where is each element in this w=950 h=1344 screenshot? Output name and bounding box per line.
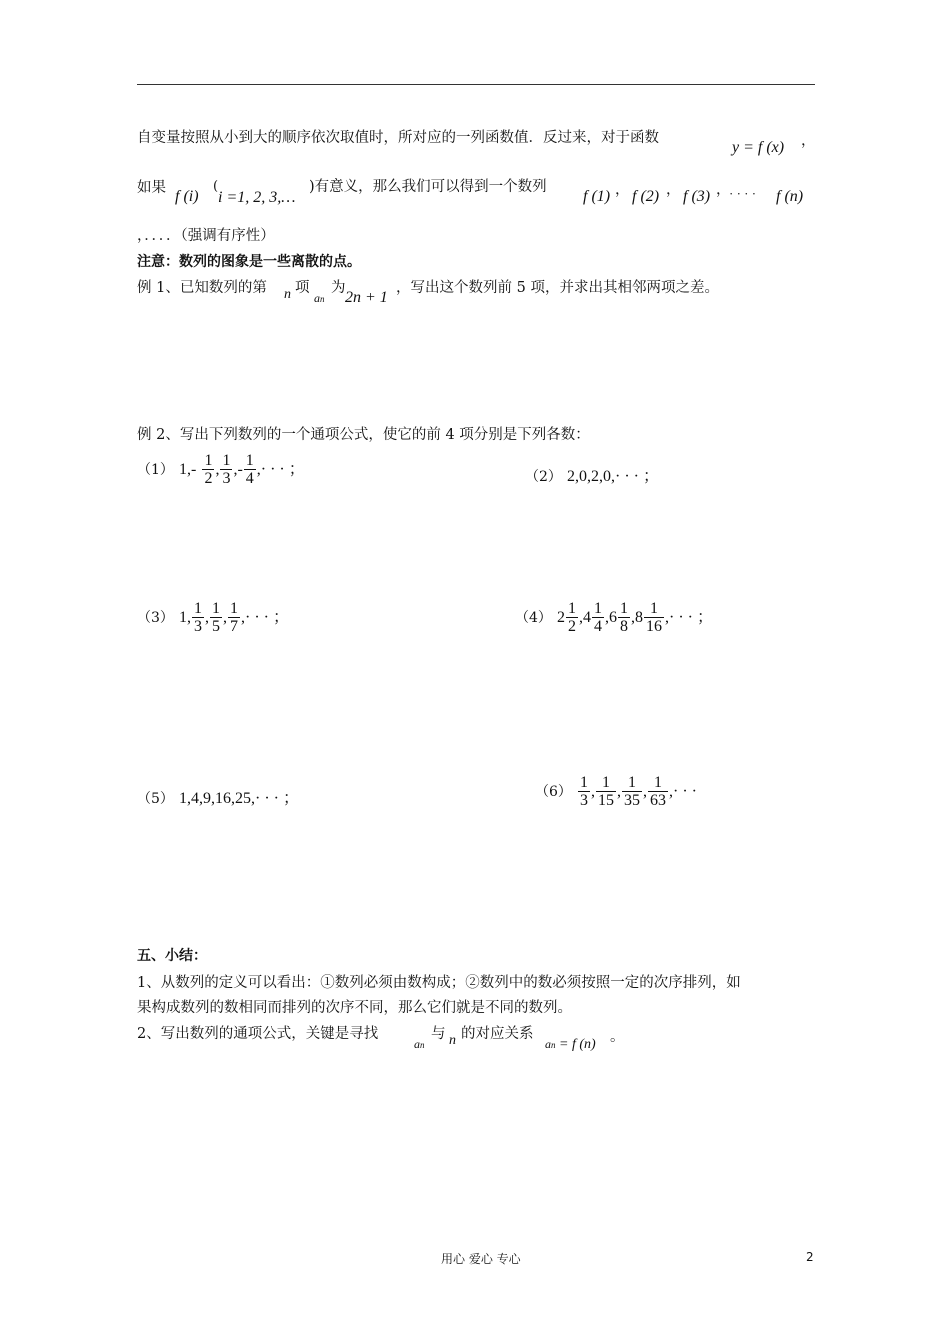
intro-text: 自变量按照从小到大的顺序依次取值时，所对应的一列函数值．反过来，对于函数 <box>137 130 659 146</box>
fraction: $\frac{1}{4}$ <box>245 452 254 487</box>
comma-2: ， <box>666 182 681 198</box>
fraction: $\frac{1}{16}$ <box>646 600 663 635</box>
footer-motto: 用心 爱心 专心 <box>441 1252 521 1266</box>
comma-1: ， <box>615 182 630 198</box>
summary-p2-relation: 的对应关系 <box>461 1026 534 1042</box>
example2-item-2 <box>525 463 659 486</box>
item-4-label: （4） <box>515 610 552 626</box>
intro-line-2-lead: 如果 <box>137 180 166 196</box>
intro-line-1 <box>137 128 659 148</box>
fraction: $\frac{1}{15}$ <box>598 774 615 809</box>
fraction: $\frac{1}{8}$ <box>620 600 629 635</box>
comma-3: ， <box>716 182 731 198</box>
item-5-seq: 1,4,9,16,25,· · · ； <box>179 790 300 807</box>
example2-title: 例 2、写出下列数列的一个通项公式，使它的前 4 项分别是下列各数： <box>137 427 590 443</box>
example2-item-1: （1） 1,- $\frac{1}{2}$ , $\frac{1}{3}$ ,- $\frac{1}{4}$ ,· · · ； <box>137 452 305 487</box>
summary-heading: 五、小结： <box>137 948 207 964</box>
example1-wei: 为 <box>331 280 346 296</box>
item-3-label: （3） <box>137 610 174 626</box>
fraction: $\frac{1}{3}$ <box>580 774 589 809</box>
item-1-lead: 1,- <box>179 461 197 478</box>
function-y-fx: y = f (x) <box>732 139 785 156</box>
item-2-label: （2） <box>525 469 562 485</box>
item-6-label: （6） <box>535 784 572 800</box>
math-n: n <box>284 287 291 302</box>
math-f-i: f (i) <box>175 188 199 205</box>
math-an-2: an <box>414 1037 425 1051</box>
example1-task: ，写出这个数列前 5 项，并求出其相邻两项之差。 <box>396 280 719 296</box>
summary-p2-end: 。 <box>610 1029 625 1045</box>
item-3-lead: 1, <box>179 609 192 626</box>
fraction: $\frac{1}{63}$ <box>650 774 667 809</box>
summary-p2-yu: 与 <box>431 1026 446 1042</box>
summary-p1-line2: 果构成数列的数相同而排列的次序不同，那么它们就是不同的数列。 <box>137 1000 572 1016</box>
math-fn: f (n) <box>776 188 804 205</box>
math-i-range: i =1, 2, 3,… <box>218 189 296 206</box>
intro-comma: ， <box>801 133 816 149</box>
math-an: an <box>314 291 325 305</box>
example2-item-5 <box>137 785 299 808</box>
fraction: $\frac{1}{4}$ <box>594 600 603 635</box>
intro-line-2-text: )有意义，那么我们可以得到一个数列 <box>309 179 547 195</box>
fraction: $\frac{1}{35}$ <box>624 774 641 809</box>
header-rule <box>137 84 815 85</box>
paren-open: ( <box>213 179 219 194</box>
math-n-2: n <box>449 1033 456 1048</box>
fraction: $\frac{1}{2}$ <box>568 600 577 635</box>
math-f3: f (3) <box>683 188 711 205</box>
item-5-label: （5） <box>137 791 174 807</box>
math-2n-plus-1: 2n + 1 <box>345 289 388 306</box>
note-heading: 注意：数列的图象是一些离散的点。 <box>137 254 361 270</box>
fraction: $\frac{1}{2}$ <box>204 452 213 487</box>
summary-p2-lead: 2、写出数列的通项公式，关键是寻找 <box>137 1026 379 1042</box>
fraction: $\frac{1}{7}$ <box>230 600 239 635</box>
intro-line-3: ，．．．．（强调有序性） <box>137 228 275 244</box>
math-an-eq-fn: an = f (n) <box>545 1037 596 1052</box>
example2-item-6: （6） $\frac{1}{3}$ , $\frac{1}{15}$ , $\frac{1}{35}$ , $\frac{1}{63}$ ,· · · <box>535 774 697 809</box>
item-2-seq: 2,0,2,0,· · · ； <box>567 468 660 485</box>
item-1-label: （1） <box>137 462 174 478</box>
fraction: $\frac{1}{5}$ <box>212 600 221 635</box>
example1-lead: 例 1、已知数列的第 <box>137 280 267 296</box>
example2-item-4: （4） 2 $\frac{1}{2}$ ,4 $\frac{1}{4}$ ,6 $\frac{1}{8}$ ,8 $\frac{1}{16}$ ,· · · ； <box>515 600 714 635</box>
ellipsis-dots: · · · · <box>729 186 757 201</box>
math-f2: f (2) <box>632 188 660 205</box>
page-number: 2 <box>806 1250 814 1264</box>
summary-p1-line1: 1、从数列的定义可以看出：①数列必须由数构成；②数列中的数必须按照一定的次序排列，如 <box>137 975 741 991</box>
fraction: $\frac{1}{3}$ <box>194 600 203 635</box>
fraction: $\frac{1}{3}$ <box>222 452 231 487</box>
example1-xiang: 项 <box>295 280 310 296</box>
math-f1: f (1) <box>583 188 611 205</box>
example2-item-3: （3） 1, $\frac{1}{3}$ , $\frac{1}{5}$ , $\frac{1}{7}$ ,· · · ； <box>137 600 290 635</box>
